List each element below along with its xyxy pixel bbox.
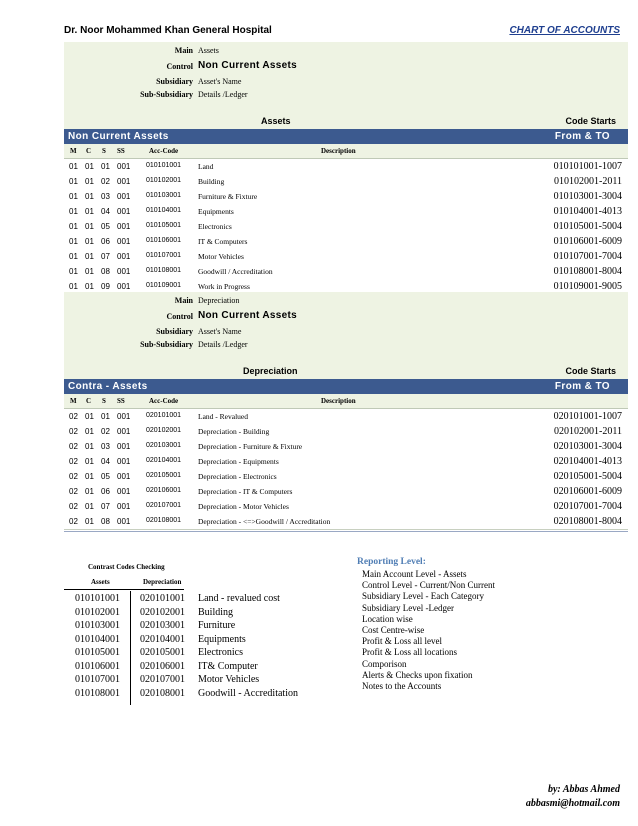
cell-s: 05 <box>101 222 110 231</box>
col-header-desc: Description <box>321 397 356 405</box>
cell-code-range: 010105001-5004 <box>553 221 622 232</box>
table-row <box>64 499 628 515</box>
cell-code-range: 020107001-7004 <box>553 501 622 512</box>
cell-m: 02 <box>69 517 78 526</box>
contrast-col-depreciation: Depreciation <box>143 578 182 586</box>
col-header-ss: SS <box>117 397 125 405</box>
cell-description: Depreciation - Electronics <box>198 472 277 481</box>
meta-label: Subsidiary <box>156 77 193 86</box>
contrast-column-rule <box>130 591 131 705</box>
cell-m: 01 <box>69 177 78 186</box>
reporting-item: Alerts & Checks upon fixation <box>362 669 473 680</box>
reporting-level-title: Reporting Level: <box>357 557 426 567</box>
cell-s: 06 <box>101 487 110 496</box>
col-header-s: S <box>102 147 106 155</box>
cell-code-range: 010107001-7004 <box>553 251 622 262</box>
meta-row <box>64 340 628 352</box>
contrast-asset-code: 010108001 <box>75 687 120 699</box>
cell-acc-code: 010106001 <box>146 237 182 244</box>
cell-acc-code: 020102001 <box>146 427 182 434</box>
meta-value: Details /Ledger <box>198 340 248 349</box>
meta-value: Asset's Name <box>198 77 242 86</box>
cell-m: 02 <box>69 487 78 496</box>
col-header-ss: SS <box>117 147 125 155</box>
meta-label: Main <box>174 46 193 55</box>
cell-acc-code: 010107001 <box>146 252 182 259</box>
chart-of-accounts-link[interactable]: CHART OF ACCOUNTS <box>509 25 620 36</box>
reporting-item: Main Account Level - Assets <box>362 569 467 579</box>
group-title: Contra - Assets <box>68 381 148 392</box>
table-row <box>64 219 628 235</box>
cell-ss: 001 <box>117 237 131 246</box>
col-header-c: C <box>86 147 92 155</box>
contrast-description: Equipments <box>198 633 246 645</box>
cell-c: 01 <box>85 252 94 261</box>
col-header-c: C <box>86 397 92 405</box>
meta-label: Subsidiary <box>156 327 193 336</box>
cell-ss: 001 <box>117 177 131 186</box>
contrast-description: Electronics <box>198 647 243 658</box>
table-row <box>64 454 628 470</box>
cell-code-range: 010106001-6009 <box>553 236 622 247</box>
cell-description: Land <box>198 162 214 171</box>
cell-m: 02 <box>69 457 78 466</box>
meta-row <box>64 62 628 74</box>
cell-s: 05 <box>101 472 110 481</box>
col-header-code: Acc-Code <box>149 147 179 155</box>
contrast-description: IT& Computer <box>198 660 258 672</box>
contrast-description: Motor Vehicles <box>198 674 260 685</box>
cell-c: 01 <box>85 237 94 246</box>
cell-m: 02 <box>69 442 78 451</box>
cell-description: IT & Computers <box>198 237 248 246</box>
cell-ss: 001 <box>117 442 131 451</box>
cell-c: 01 <box>85 282 94 291</box>
depreciation-section <box>64 292 628 527</box>
cell-c: 01 <box>85 427 94 436</box>
cell-ss: 001 <box>117 267 131 276</box>
cell-description: Depreciation - IT & Computers <box>198 487 293 496</box>
group-range-label: From & TO <box>554 381 610 392</box>
contrast-dep-code: 020103001 <box>140 620 185 631</box>
column-headers <box>64 145 628 159</box>
contrast-codes-title: Contrast Codes Checking <box>88 563 165 571</box>
reporting-item: Profit & Loss all locations <box>362 647 457 658</box>
cell-c: 01 <box>85 162 94 171</box>
reporting-item: Control Level - Current/Non Current <box>362 580 495 591</box>
meta-label: Main <box>174 296 193 305</box>
cell-m: 01 <box>69 252 78 261</box>
band-code-starts: Code Starts <box>565 116 616 126</box>
cell-acc-code: 020105001 <box>146 472 182 479</box>
reporting-item: Subsidiary Level -Ledger <box>362 602 454 613</box>
cell-c: 01 <box>85 517 94 526</box>
cell-acc-code: 010104001 <box>146 207 182 214</box>
cell-description: Land - Revalued <box>198 412 248 421</box>
cell-m: 01 <box>69 267 78 276</box>
table-row <box>64 234 628 250</box>
table-row <box>64 159 628 175</box>
meta-value: Assets <box>198 46 219 55</box>
cell-acc-code: 010108001 <box>146 267 182 274</box>
cell-description: Depreciation - Building <box>198 427 270 436</box>
author: by: Abbas Ahmed <box>547 784 620 795</box>
reporting-item: Cost Centre-wise <box>362 625 425 635</box>
contrast-description: Building <box>198 606 234 618</box>
band-title: Depreciation <box>243 366 298 376</box>
cell-description: Equipments <box>198 207 234 216</box>
meta-value: Non Current Assets <box>198 60 297 71</box>
contrast-dep-code: 020101001 <box>140 593 185 604</box>
cell-description: Depreciation - Motor Vehicles <box>198 502 289 511</box>
contrast-description: Furniture <box>198 620 236 631</box>
cell-s: 04 <box>101 207 110 216</box>
cell-code-range: 020105001-5004 <box>553 471 622 482</box>
table-row <box>64 514 628 530</box>
cell-description: Building <box>198 177 225 186</box>
cell-c: 01 <box>85 502 94 511</box>
cell-acc-code: 020101001 <box>146 412 182 419</box>
cell-s: 07 <box>101 252 110 261</box>
col-header-s: S <box>102 397 106 405</box>
cell-acc-code: 020103001 <box>146 442 182 449</box>
cell-s: 03 <box>101 442 110 451</box>
cell-s: 01 <box>101 412 110 421</box>
assets-section <box>64 42 628 292</box>
section-band <box>64 364 628 378</box>
author-email[interactable]: abbasmi@hotmail.com <box>525 798 620 809</box>
cell-c: 01 <box>85 487 94 496</box>
cell-m: 01 <box>69 237 78 246</box>
cell-code-range: 020103001-3004 <box>553 441 622 452</box>
cell-m: 01 <box>69 222 78 231</box>
reporting-item: Subsidiary Level - Each Category <box>362 591 484 602</box>
contrast-asset-code: 010104001 <box>75 633 120 645</box>
cell-c: 01 <box>85 457 94 466</box>
cell-c: 01 <box>85 442 94 451</box>
group-band <box>64 129 628 144</box>
meta-value: Depreciation <box>198 296 240 305</box>
meta-row <box>64 77 628 89</box>
cell-s: 08 <box>101 267 110 276</box>
meta-row <box>64 312 628 324</box>
cell-description: Goodwill / Accreditation <box>198 267 273 276</box>
meta-value: Non Current Assets <box>198 310 297 321</box>
cell-c: 01 <box>85 412 94 421</box>
cell-m: 01 <box>69 207 78 216</box>
table-row <box>64 424 628 440</box>
cell-s: 01 <box>101 162 110 171</box>
cell-ss: 001 <box>117 252 131 261</box>
contrast-description: Land - revalued cost <box>198 593 280 604</box>
cell-acc-code: 020104001 <box>146 457 182 464</box>
cell-description: Furniture & Fixture <box>198 192 258 201</box>
table-row <box>64 264 628 280</box>
col-header-m: M <box>70 147 77 155</box>
cell-ss: 001 <box>117 282 131 291</box>
cell-m: 02 <box>69 502 78 511</box>
contrast-asset-code: 010107001 <box>75 674 120 685</box>
cell-description: Depreciation - Furniture & Fixture <box>198 442 303 451</box>
cell-s: 03 <box>101 192 110 201</box>
cell-s: 08 <box>101 517 110 526</box>
contrast-col-assets: Assets <box>91 578 110 586</box>
cell-m: 01 <box>69 282 78 291</box>
contrast-asset-code: 010106001 <box>75 660 120 672</box>
table-row <box>64 484 628 500</box>
contrast-asset-code: 010105001 <box>75 647 120 658</box>
cell-description: Depreciation - <=>Goodwill / Accreditation <box>198 517 331 526</box>
cell-description: Motor Vehicles <box>198 252 244 261</box>
cell-ss: 001 <box>117 472 131 481</box>
meta-row <box>64 296 628 308</box>
meta-label: Control <box>166 62 193 71</box>
cell-ss: 001 <box>117 427 131 436</box>
contrast-asset-code: 010103001 <box>75 620 120 631</box>
band-title: Assets <box>261 116 291 126</box>
hospital-name: Dr. Noor Mohammed Khan General Hospital <box>64 25 272 36</box>
table-row <box>64 189 628 205</box>
cell-ss: 001 <box>117 502 131 511</box>
cell-ss: 001 <box>117 487 131 496</box>
meta-row <box>64 90 628 102</box>
cell-acc-code: 020108001 <box>146 517 182 524</box>
cell-acc-code: 010109001 <box>146 282 182 289</box>
cell-ss: 001 <box>117 207 131 216</box>
cell-code-range: 020104001-4013 <box>553 456 622 467</box>
reporting-item: Notes to the Accounts <box>362 681 442 691</box>
cell-s: 06 <box>101 237 110 246</box>
cell-s: 04 <box>101 457 110 466</box>
meta-value: Asset's Name <box>198 327 242 336</box>
cell-description: Work in Progress <box>198 282 250 291</box>
contrast-dep-code: 020102001 <box>140 606 185 618</box>
section-band <box>64 114 628 128</box>
cell-m: 02 <box>69 412 78 421</box>
cell-s: 02 <box>101 177 110 186</box>
cell-s: 09 <box>101 282 110 291</box>
meta-label: Sub-Subsidiary <box>140 340 193 349</box>
cell-c: 01 <box>85 267 94 276</box>
cell-m: 02 <box>69 472 78 481</box>
cell-ss: 001 <box>117 222 131 231</box>
cell-m: 01 <box>69 162 78 171</box>
contrast-dep-code: 020104001 <box>140 633 185 645</box>
cell-code-range: 010104001-4013 <box>553 206 622 217</box>
cell-acc-code: 010102001 <box>146 177 182 184</box>
cell-acc-code: 010103001 <box>146 192 182 199</box>
table-row <box>64 174 628 190</box>
cell-description: Depreciation - Equipments <box>198 457 279 466</box>
cell-s: 07 <box>101 502 110 511</box>
reporting-item: Location wise <box>362 613 413 624</box>
col-header-code: Acc-Code <box>149 397 179 405</box>
contrast-dep-code: 020108001 <box>140 687 185 699</box>
table-row <box>64 439 628 455</box>
section-divider <box>64 531 628 532</box>
cell-code-range: 010101001-1007 <box>553 161 622 172</box>
table-row <box>64 469 628 485</box>
cell-code-range: 020106001-6009 <box>553 486 622 497</box>
cell-ss: 001 <box>117 517 131 526</box>
cell-c: 01 <box>85 207 94 216</box>
contrast-asset-code: 010101001 <box>75 593 120 604</box>
cell-m: 01 <box>69 192 78 201</box>
contrast-header-rule <box>64 589 184 590</box>
table-row <box>64 204 628 220</box>
cell-ss: 001 <box>117 192 131 201</box>
col-header-desc: Description <box>321 147 356 155</box>
column-headers <box>64 395 628 409</box>
table-row <box>64 249 628 265</box>
cell-code-range: 010108001-8004 <box>553 266 622 277</box>
group-band <box>64 379 628 394</box>
contrast-asset-code: 010102001 <box>75 606 120 618</box>
reporting-item: Comporison <box>362 658 407 669</box>
col-header-m: M <box>70 397 77 405</box>
cell-s: 02 <box>101 427 110 436</box>
group-range-label: From & TO <box>554 131 610 142</box>
cell-acc-code: 010101001 <box>146 162 182 169</box>
meta-label: Sub-Subsidiary <box>140 90 193 99</box>
contrast-dep-code: 020106001 <box>140 660 185 672</box>
cell-ss: 001 <box>117 457 131 466</box>
cell-code-range: 020101001-1007 <box>553 411 622 422</box>
cell-code-range: 010102001-2011 <box>554 176 622 187</box>
cell-code-range: 020102001-2011 <box>554 426 622 437</box>
meta-value: Details /Ledger <box>198 90 248 99</box>
cell-c: 01 <box>85 472 94 481</box>
contrast-description: Goodwill - Accreditation <box>198 687 298 699</box>
cell-acc-code: 010105001 <box>146 222 182 229</box>
meta-label: Control <box>166 312 193 321</box>
table-row <box>64 409 628 425</box>
cell-ss: 001 <box>117 162 131 171</box>
cell-code-range: 010103001-3004 <box>553 191 622 202</box>
meta-row <box>64 46 628 58</box>
cell-c: 01 <box>85 222 94 231</box>
contrast-dep-code: 020105001 <box>140 647 185 658</box>
cell-description: Electronics <box>198 222 232 231</box>
band-code-starts: Code Starts <box>565 366 616 376</box>
meta-row <box>64 327 628 339</box>
group-title: Non Current Assets <box>68 131 169 142</box>
cell-c: 01 <box>85 177 94 186</box>
reporting-item: Profit & Loss all level <box>362 636 442 647</box>
cell-code-range: 020108001-8004 <box>553 516 622 527</box>
contrast-dep-code: 020107001 <box>140 674 185 685</box>
cell-acc-code: 020106001 <box>146 487 182 494</box>
cell-m: 02 <box>69 427 78 436</box>
cell-acc-code: 020107001 <box>146 502 182 509</box>
cell-ss: 001 <box>117 412 131 421</box>
cell-c: 01 <box>85 192 94 201</box>
cell-code-range: 010109001-9005 <box>553 281 622 292</box>
